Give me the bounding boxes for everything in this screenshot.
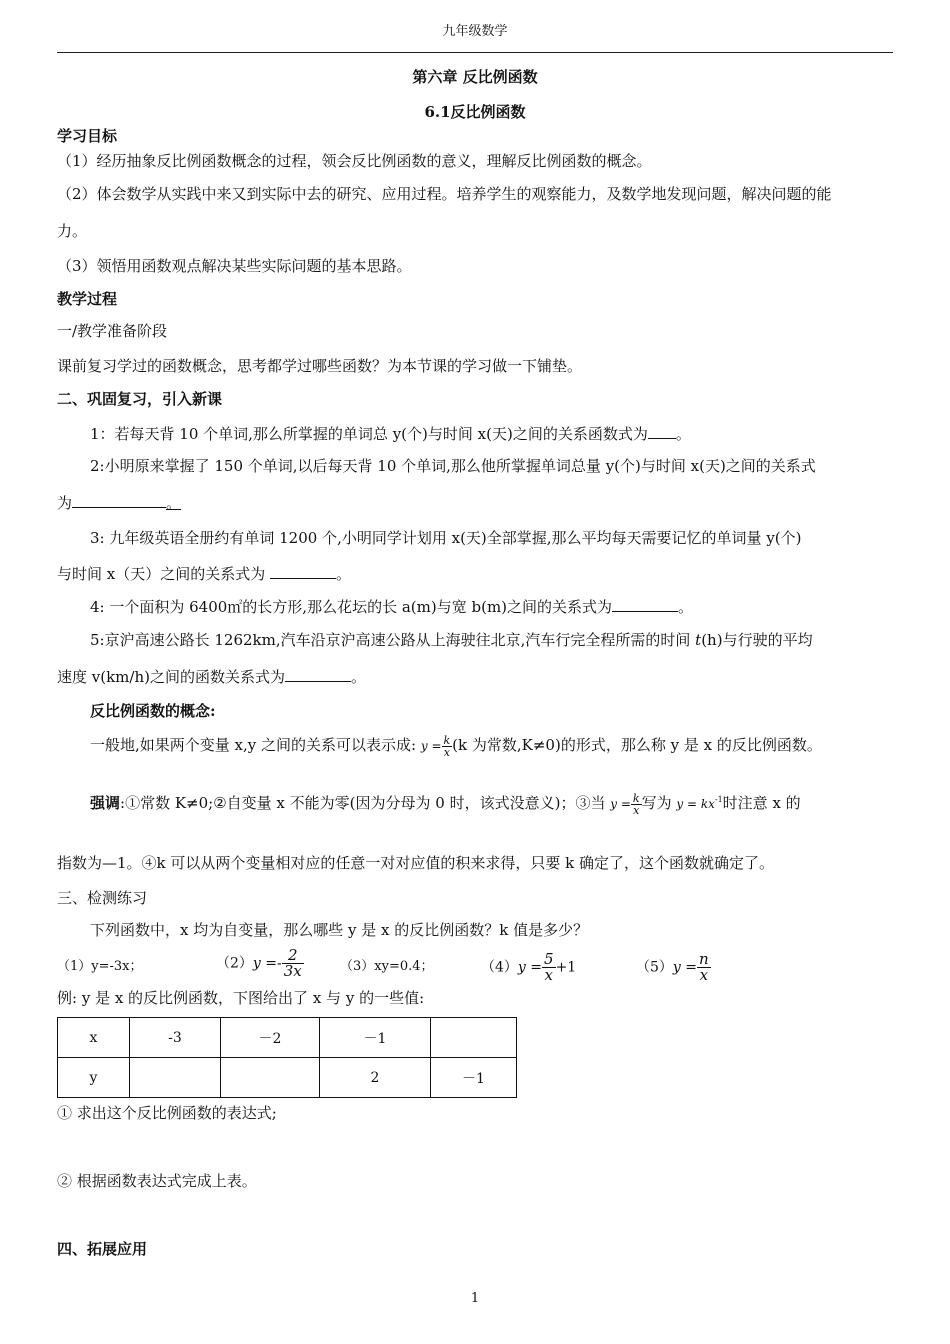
task-2: ② 根据函数表达式完成上表。 (57, 1172, 257, 1190)
concept-heading: 反比例函数的概念: (90, 702, 216, 720)
review-q5-text-2: (h)与行驶的平均 (701, 631, 813, 649)
option-5-fraction (697, 952, 711, 983)
table-cell: x (58, 1018, 130, 1058)
table-cell: －2 (221, 1018, 320, 1058)
answer-blank (612, 597, 678, 612)
table-row (58, 1018, 517, 1058)
review-q2-text: 为 (57, 494, 73, 512)
stage1-text: 课前复习学过的函数概念，思考都学过哪些函数？为本节课的学习做一下铺垫。 (57, 357, 583, 375)
answer-blank (270, 564, 336, 579)
option-2-denominator: 3x (283, 962, 302, 980)
page-header: 九年级数学 (442, 24, 508, 39)
review-q2-end: 。 (166, 494, 182, 512)
emphasis-fraction (631, 793, 642, 816)
review-heading: 二、巩固复习，引入新课 (57, 390, 223, 408)
emphasis-numerator: k (632, 791, 640, 805)
table-cell (221, 1058, 320, 1098)
review-q3-end: 。 (336, 565, 352, 583)
practice-heading: 三、检测练习 (57, 889, 148, 907)
objectives-heading: 学习目标 (57, 127, 118, 145)
emphasis-text-3: 时注意 x 的 (722, 794, 801, 812)
review-q5-text-3: 速度 v(km/h)之间的函数关系式为 (57, 668, 285, 686)
values-table (57, 1017, 517, 1098)
option-4-fraction (542, 952, 556, 983)
review-q2-line2 (57, 492, 181, 513)
option-3: （3）xy=0.4； (340, 959, 434, 974)
concept-text-1: 一般地,如果两个变量 x,y 之间的关系可以表示成: (90, 736, 417, 754)
emphasis-line1 (90, 792, 801, 816)
option-4-tail: +1 (555, 959, 577, 976)
objective-2-cont: 力。 (57, 222, 88, 240)
review-q1 (90, 423, 691, 444)
table-cell (431, 1018, 517, 1058)
task-1: ① 求出这个反比例函数的表达式; (57, 1104, 277, 1122)
table-cell: y (58, 1058, 130, 1098)
review-q4-text: 4: 一个面积为 6400㎡的长方形,那么花坛的长 a(m)与宽 b(m)之间的关系式为 (90, 598, 613, 616)
process-heading: 教学过程 (57, 290, 118, 308)
header-rule (57, 52, 893, 53)
practice-intro: 下列函数中，x 均为自变量，那么哪些 y 是 x 的反比例函数？k 值是多少？ (90, 921, 589, 939)
option-2-y: y =- (252, 955, 282, 972)
review-q4 (90, 596, 693, 617)
review-q3-line1: 3: 九年级英语全册约有单词 1200 个,小明同学计划用 x(天)全部掌握,那么平均每天需要记忆的单词量 y(个) (90, 529, 802, 547)
answer-blank (648, 424, 676, 439)
example-text: 例: y 是 x 的反比例函数，下图给出了 x 与 y 的一些值: (57, 989, 425, 1007)
concept-text-2: (k 为常数,K≠0)的形式，那么称 y 是 x 的反比例函数。 (452, 736, 822, 754)
emphasis-line2: 指数为—1。④k 可以从两个变量相对应的任意一对对应值的积来求得，只要 k 确定了，这个函数就确定了。 (57, 854, 775, 872)
option-5-y: y = (672, 959, 698, 976)
emphasis-exponent: -1 (714, 795, 723, 804)
option-4-y: y = (517, 959, 543, 976)
option-5-numerator: n (699, 950, 709, 968)
option-4-denominator: x (544, 966, 554, 984)
option-5 (636, 952, 711, 983)
formula-numerator: k (443, 733, 451, 747)
answer-blank (72, 493, 166, 508)
emphasis-text-1: :①常数 K≠0;②自变量 x 不能为零(因为分母为 0 时，该式没意义)；③当 (120, 794, 606, 812)
emphasis-formula-y: y = (610, 797, 631, 811)
option-5-label: （5） (636, 959, 673, 976)
emphasis-denominator: x (633, 803, 640, 817)
table-cell: 2 (320, 1058, 431, 1098)
option-4 (481, 952, 576, 983)
table-cell: －1 (320, 1018, 431, 1058)
table-cell: -3 (130, 1018, 221, 1058)
time-variable: t (695, 631, 702, 649)
review-q4-end: 。 (678, 598, 694, 616)
formula-fraction (442, 735, 453, 758)
emphasis-label: 强调 (90, 794, 121, 812)
option-2 (216, 948, 304, 979)
page-number: 1 (470, 1291, 480, 1306)
emphasis-text-2: 写为 (641, 794, 672, 812)
option-4-numerator: 5 (544, 950, 554, 968)
objective-3: （3）领悟用函数观点解决某些实际问题的基本思路。 (57, 257, 412, 275)
option-2-fraction (282, 948, 304, 979)
review-q3-line2 (57, 563, 351, 584)
stage1-title: 一/教学准备阶段 (57, 322, 168, 340)
formula-denominator: x (443, 745, 450, 759)
table-cell: －1 (431, 1058, 517, 1098)
review-q5-end: 。 (350, 668, 366, 686)
review-q2-line1: 2:小明原来掌握了 150 个单词,以后每天背 10 个单词,那么他所掌握单词总量 y(个)与时间 x(天)之间的关系式 (90, 457, 816, 475)
option-2-numerator: 2 (282, 948, 304, 964)
section-title: 6.1反比例函数 (424, 103, 526, 121)
objective-1: （1）经历抽象反比例函数概念的过程，领会反比例函数的意义，理解反比例函数的概念。 (57, 152, 652, 170)
option-2-label: （2） (216, 955, 253, 972)
option-5-denominator: x (699, 966, 709, 984)
table-row (58, 1058, 517, 1098)
review-q3-text: 与时间 x（天）之间的关系式为 (57, 565, 266, 583)
review-q5-text: 5:京沪高速公路长 1262km,汽车沿京沪高速公路从上海驶往北京,汽车行完全程所需的时间 (90, 631, 696, 649)
objective-2: （2）体会数学从实践中来又到实际中去的研究、应用过程。培养学生的观察能力，及数学地发现问题，解决问题的能 (57, 185, 832, 203)
review-q1-end: 。 (675, 425, 691, 443)
review-q5-line1 (90, 629, 813, 650)
review-q5-line2 (57, 666, 366, 687)
emphasis-formula-2: y = kx (676, 797, 715, 811)
table-cell (130, 1058, 221, 1098)
answer-blank (285, 667, 351, 682)
option-1: （1）y=-3x； (57, 959, 143, 974)
option-4-label: （4） (481, 959, 518, 976)
formula-y: y = (420, 739, 442, 753)
review-q1-text: 1：若每天背 10 个单词,那么所掌握的单词总 y(个)与时间 x(天)之间的关系函数式为 (90, 425, 648, 443)
extension-heading: 四、拓展应用 (57, 1240, 148, 1258)
chapter-title: 第六章 反比例函数 (412, 68, 538, 86)
concept-definition (90, 734, 822, 758)
